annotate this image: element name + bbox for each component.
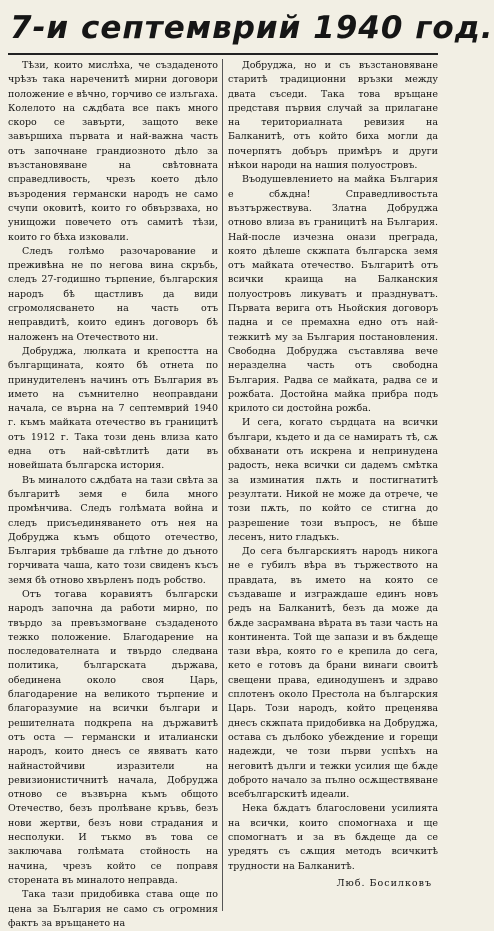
paragraph: Въ миналото сѫдбата на тази свѣта за българитѣ земя е била много промѣнчива. Следъ голѣмата война и следъ присъединяването отъ нея на Добруджа къмъ общото отечество, България трѣбваше да глѣтне до дъното горчивата чаша, като този свиденъ късъ земя бѣ отново хвърленъ подъ робство.: [8, 474, 218, 586]
paragraph: Така тази придобивка става още по цена за България не само съ огромния фактъ за връщането на: [8, 889, 218, 929]
paragraph: Следъ голѣмо разочарование и преживѣна не по негова вина скръбь, следъ 27-годишно търпение, българския народъ бѣ щастливъ да види сгромолясването на часть отъ неправдитѣ, които единъ договоръ бѣ наложенъ на Отечеството ни.: [8, 245, 218, 343]
author-signature: Люб. Босилковъ: [336, 877, 432, 889]
paragraph: До сега българскиятъ народъ никога не е губилъ вѣра въ тържеството на правдата, въ името на която се създаваше и изграждаше единъ новъ редъ на Балканитѣ, безъ да може да бѫде засрамвана вѣрата въ тази часть на континента. Той ще запази и въ бѫдеще тази вѣра, която го е крепила до сега, кето е готовъ да брани винаги своитѣ свещени права, единодушенъ и здраво сплотенъ около Престола на българския Царь. Този народъ, който преценява днесъ скжпата придобивка на Добруджа, остава съ дълбоко убеждение и горещи надежди, че този първи успѣхъ на неговитѣ дълги и тежки усилия ще бѫде доброто начало за пълно осѫществяване всебългарскитѣ идеали.: [228, 546, 438, 801]
paragraph: И сега, когато сърдцата на всички българи, където и да се намиратъ тѣ, сѫ обхванати отъ искрена и непринудена радость, нека всички си дадемъ смѣтка за изминатия пѫть и постигнатитѣ резултати. Никой не може да отрече, че този пѫть, по който се стигна до разрешение този въпросъ, не бѣше лесенъ, нито гладъкъ.: [228, 417, 438, 543]
left-column: [8, 59, 218, 929]
headline-rule: [8, 53, 438, 55]
paragraph: Отъ тогава коравиятъ български народъ започна да работи мирно, по твърдо за превъзмогване създаденото тежко положение. Благодарение на последователната и твърдо следвана политика, българската държава, обединена около своя Царь, благодарение на великото търпение и благоразумие на всички българи и решителната подкрепа на държавитѣ отъ оста — германски и италиански народъ, които днесъ се явяватъ като найнастойчиви изразители на ревизионистичнитѣ начала, Добруджа отново се възвърна къмъ общото Отечество, безъ пролѣване кръвь, безъ нови жертви, безъ нови страдания и несполуки. И тъкмо въ това се заключава голѣмата стойность на начина, чрезъ който се поправя сторената въ миналото неправда.: [8, 588, 218, 886]
paragraph: Нека бѫдатъ благословени усилията на всички, които спомогнаха и ще спомогнатъ и за въ бѫдеще да се уредятъ съ сѫщия методъ всичкитѣ трудности на Балканитѣ.: [228, 803, 438, 872]
right-column: [228, 59, 438, 911]
article-body: [6, 59, 440, 929]
paragraph: Добруджа, но и съ възстановяване старитѣ традиционни връзки между двата съседи. Така това връщане представя първия случай за прилагане на териториалната ревизия на Балканитѣ, отъ който биха могли да почерпятъ добъръ примѣръ и други нѣкои народи на нашия полуостровъ.: [228, 60, 438, 172]
headline: 7-и септемврий 1940 год.: [10, 10, 494, 46]
paragraph: Добруджа, люлката и крепостта на българщината, която бѣ отнета по принудителенъ начинъ отъ България въ името на съмнително неоправдани начала, се върна на 7 септемврий 1940 г. къмъ майката отечество въ границитѣ отъ 1912 г. Така този день влиза като една отъ най-свѣтлитѣ дати въ новейшата българска история.: [8, 345, 218, 472]
column-divider: [222, 59, 223, 911]
paragraph: Въодушевлението на майка България е сбѫдна! Справедливостьта възтържествува. Златна Добруджа отново влиза въ границитѣ на България. Най-после изчезна онази преграда, която дѣлеше скжпата българска земя отъ майката отечество. Българитѣ отъ всички краища на Балканския полуостровъ ликуватъ и празднуватъ. Първата верига отъ Ньойския договоръ падна и се премахна едно отъ най-тежкитѣ му за България постановления. Свободна Добруджа съставлява вече неразделна часть отъ свободна България. Радва се майката, радва се и рожбата. Достойна майка прибра подъ крилото си достойна рожба.: [228, 174, 438, 415]
paragraph: Тѣзи, които мислѣха, че създаденото чрѣзъ така нареченитѣ мирни договори положение е вѣчно, горчиво се излъгаха. Колелото на сѫдбата все пакъ много скоро се завърти, защото веке завършиха първата и най-важна часть отъ започнане грандиозното дѣло за възстановяване на свѣтовната справедливость, чрезъ което дѣло възродения германски народъ не само счупи оковитѣ, които го обвързваха, но унищожи повечето отъ самитѣ тѣзи, които го бѣха изковали.: [8, 60, 218, 243]
